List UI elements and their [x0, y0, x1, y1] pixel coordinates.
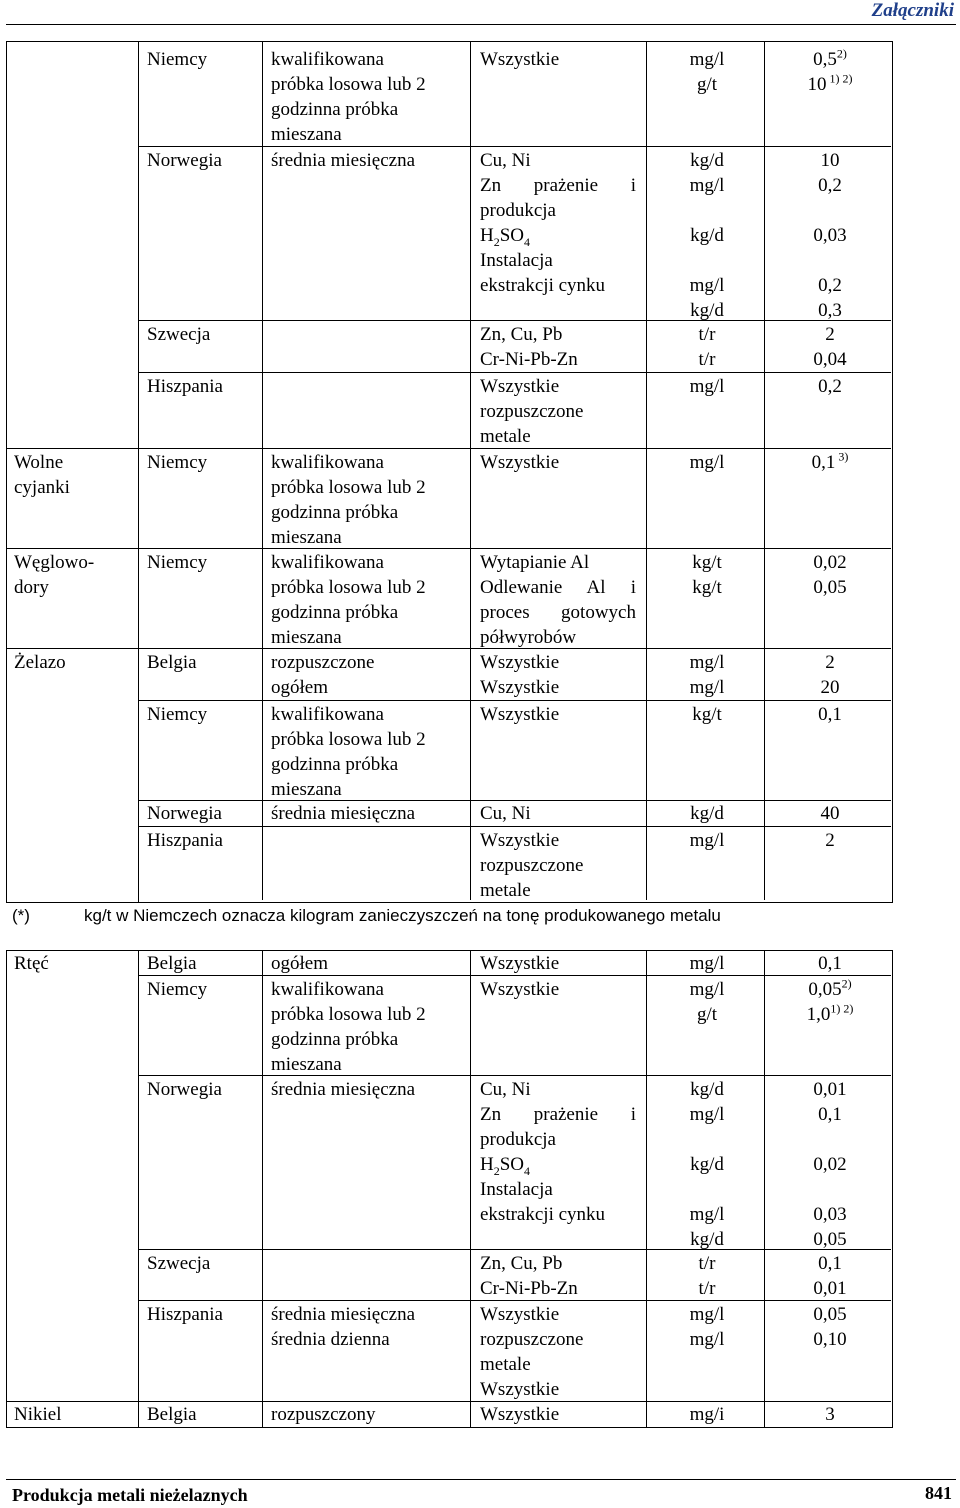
country-cell: Norwegia	[147, 150, 222, 171]
source-cell: Cu, Ni Zn prażenie i produkcja $H_2SO_4$ Instalacja ekstrakcji cynku	[480, 150, 636, 296]
source-cell: Wszystkie rozpuszczone metale	[480, 830, 584, 901]
sample-type-cell: średnia miesięczna	[271, 1079, 416, 1100]
value-cell: 2 0,04	[813, 324, 847, 370]
value-cell: 3	[825, 1404, 835, 1425]
country-cell: Norwegia	[147, 1079, 222, 1100]
source-cell: Wszystkie	[480, 979, 560, 1000]
unit-cell: kg/d mg/l kg/d mg/l kg/d	[689, 150, 725, 321]
sample-type-cell: kwalifikowana próbka losowa lub 2 godzinna próbka mieszana	[271, 452, 426, 548]
footer-divider	[6, 1479, 956, 1480]
unit-cell: mg/i	[689, 1404, 725, 1425]
sample-type-cell: kwalifikowana próbka losowa lub 2 godzinna próbka mieszana	[271, 49, 426, 145]
unit-cell: t/r t/r	[698, 324, 716, 370]
unit-cell: mg/l mg/l	[689, 652, 725, 698]
metal-cell: Węglowo- dory	[14, 552, 95, 598]
unit-cell: mg/l mg/l	[689, 1304, 725, 1350]
unit-cell: kg/t	[692, 704, 722, 725]
unit-cell: mg/l g/t	[689, 979, 725, 1025]
value-cell: 0,1	[818, 704, 842, 725]
value-cell: 0,1	[818, 953, 842, 974]
source-cell: Wszystkie Wszystkie	[480, 652, 560, 698]
page-number: 841	[925, 1483, 952, 1503]
country-cell: Niemcy	[147, 552, 208, 573]
country-cell: Niemcy	[147, 704, 208, 725]
sample-type-cell: średnia miesięczna	[271, 803, 416, 824]
sample-type-cell: średnia miesięczna średnia dzienna	[271, 1304, 416, 1350]
country-cell: Niemcy	[147, 49, 208, 70]
country-cell: Norwegia	[147, 803, 222, 824]
header-divider	[6, 24, 956, 25]
source-cell: Wszystkie rozpuszczone metale Wszystkie	[480, 1304, 584, 1400]
metal-cell: Rtęć	[14, 953, 49, 974]
unit-cell: mg/l	[689, 953, 725, 974]
sample-type-cell: ogółem	[271, 953, 328, 974]
value-cell: 0,5$^{2)}$ 10 $^{1) 2)}$	[807, 46, 853, 95]
value-cell: 0,05$^{2)}$ $1,0^{1) 2)}$	[806, 976, 854, 1025]
metal-cell: Nikiel	[14, 1404, 62, 1425]
value-cell: 0,05 0,10	[813, 1304, 847, 1350]
country-cell: Belgia	[147, 953, 197, 974]
unit-cell: mg/l	[689, 830, 725, 851]
footer-document-title: Produkcja metali nieżelaznych	[12, 1485, 248, 1505]
country-cell: Hiszpania	[147, 830, 223, 851]
country-cell: Niemcy	[147, 452, 208, 473]
source-cell: Zn, Cu, Pb Cr-Ni-Pb-Zn	[480, 1253, 578, 1299]
value-cell: 40	[820, 803, 840, 824]
source-cell: Cu, Ni	[480, 803, 531, 824]
value-cell: 0,01 0,1 0,02 0,03 0,05	[813, 1079, 847, 1250]
country-cell: Niemcy	[147, 979, 208, 1000]
country-cell: Szwecja	[147, 324, 211, 345]
source-cell: Wszystkie	[480, 49, 560, 70]
source-cell: Wszystkie	[480, 1404, 560, 1425]
source-cell: Wszystkie	[480, 953, 560, 974]
emissions-table-2	[6, 950, 893, 1428]
unit-cell: mg/l g/t	[689, 49, 725, 95]
country-cell: Szwecja	[147, 1253, 211, 1274]
sample-type-cell: kwalifikowana próbka losowa lub 2 godzinna próbka mieszana	[271, 552, 426, 648]
table1-divider	[138, 41, 139, 902]
country-cell: Hiszpania	[147, 376, 223, 397]
value-cell: 0,1 0,01	[813, 1253, 847, 1299]
value-cell: 2	[825, 830, 835, 851]
country-cell: Belgia	[147, 652, 197, 673]
country-cell: Belgia	[147, 1404, 197, 1425]
source-cell: Zn, Cu, Pb Cr-Ni-Pb-Zn	[480, 324, 578, 370]
value-cell: 0,2	[818, 376, 842, 397]
unit-cell: kg/t kg/t	[692, 552, 722, 598]
unit-cell: kg/d	[690, 803, 724, 824]
source-cell: Wszystkie	[480, 704, 560, 725]
unit-cell: mg/l	[689, 452, 725, 473]
metal-cell: Wolne cyjanki	[14, 452, 70, 498]
value-cell: 0,1 $^{3)}$	[811, 449, 849, 473]
sample-type-cell: rozpuszczony	[271, 1404, 376, 1425]
sample-type-cell: średnia miesięczna	[271, 150, 416, 171]
sample-type-cell: kwalifikowana próbka losowa lub 2 godzinna próbka mieszana	[271, 979, 426, 1075]
metal-cell: Żelazo	[14, 652, 66, 673]
value-cell: 0,02 0,05	[813, 552, 847, 598]
value-cell: 2 20	[820, 652, 840, 698]
emissions-table-1	[6, 41, 893, 903]
sample-type-cell: rozpuszczone ogółem	[271, 652, 375, 698]
source-cell: Wytapianie Al Odlewanie Al i proces gotowych półwyrobów	[480, 552, 636, 648]
document-section-title: Załączniki	[871, 0, 954, 21]
source-cell: Cu, Ni Zn prażenie i produkcja $H_2SO_4$ Instalacja ekstrakcji cynku	[480, 1079, 636, 1225]
source-cell: Wszystkie rozpuszczone metale	[480, 376, 584, 447]
sample-type-cell: kwalifikowana próbka losowa lub 2 godzinna próbka mieszana	[271, 704, 426, 800]
source-cell: Wszystkie	[480, 452, 560, 473]
unit-cell: t/r t/r	[698, 1253, 716, 1299]
footnote-text: kg/t w Niemczech oznacza kilogram zanieczyszczeń na tonę produkowanego metalu	[84, 906, 721, 925]
unit-cell: kg/d mg/l kg/d mg/l kg/d	[689, 1079, 725, 1250]
value-cell: 10 0,2 0,03 0,2 0,3	[813, 150, 847, 321]
country-cell: Hiszpania	[147, 1304, 223, 1325]
footnote-mark: (*)	[12, 906, 30, 925]
unit-cell: mg/l	[689, 376, 725, 397]
